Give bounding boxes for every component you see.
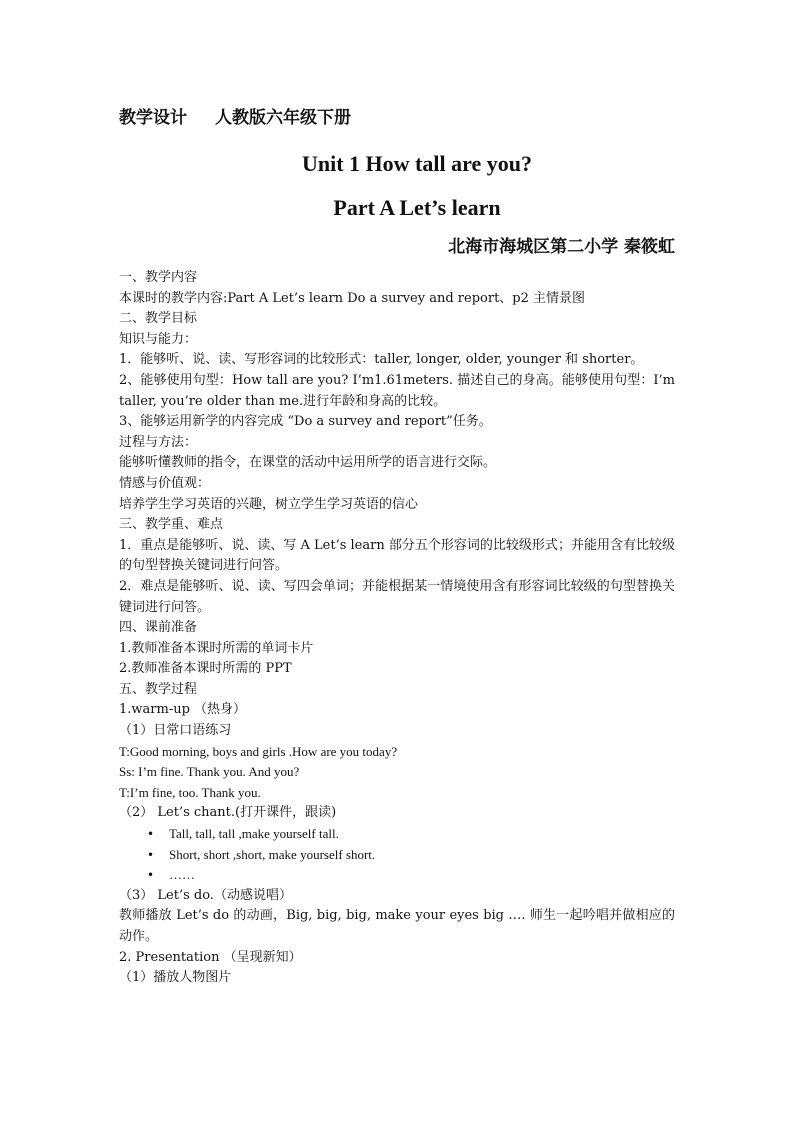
body-line: （1）日常口语练习 [119,723,232,739]
bullet-icon: • [147,847,155,862]
body-line: 能够听懂教师的指令，在课堂的活动中运用所学的语言进行交际。 [119,455,497,471]
title-part: Part A Let’s learn [333,195,501,220]
document-header [119,104,675,132]
section-heading: 五、教学过程 [119,681,198,697]
section-heading: 二、教学目标 [119,311,198,327]
bullet-text: Tall, tall, tall ,make yourself tall. [169,826,339,842]
bullet-icon: • [147,827,155,842]
author-line: 北海市海城区第二小学 秦筱虹 [448,237,675,257]
body-line: （1）播放人物图片 [119,970,232,986]
body-paragraph: 2．难点是能够听、说、读、写四会单词；并能根据某一情境使用含有形容词比较级的句型替换关键词进行问答。 [119,578,675,615]
document-content [119,104,675,989]
body-line: 1.warm-up （热身） [119,702,247,718]
dialogue-line: T:I’m fine, too. Thank you. [119,784,261,800]
bullet-text: Short, short ,short, make yourself short. [169,846,376,862]
body-paragraph: 教师播放 Let’s do 的动画，Big, big, big, make your eyes big …. 师生一起吟唱并做相应的动作。 [119,908,675,944]
body-line: 2. Presentation （呈现新知） [119,949,302,965]
body-line: 3、能够运用新学的内容完成 “Do a survey and report”任务。 [119,414,492,430]
title-unit: Unit 1 How tall are you? [302,151,532,176]
body-line: 本课时的教学内容:Part A Let’s learn Do a survey and report、p2 主情景图 [119,290,586,306]
dialogue-line: T:Good morning, boys and girls .How are you today? [119,743,398,759]
body-paragraph: 1．重点是能够听、说、读、写 A Let’s learn 部分五个形容词的比较级形式；并能用含有比较级的句型替换关键词进行问答。 [119,537,675,574]
bullet-icon: • [147,868,155,883]
section-heading: 一、教学内容 [119,270,198,285]
body-line: 1.教师准备本课时所需的单词卡片 [119,640,314,656]
body-line: （2） Let’s chant.(打开课件，跟读) [119,805,337,821]
body-paragraph: 1．能够听、说、读、写形容词的比较形式：taller, longer, older, younger 和 shorter。 [119,352,644,368]
section-heading: 三、教学重、难点 [119,517,224,533]
section-heading: 四、课前准备 [119,620,198,636]
bullet-item [119,824,675,845]
body-line: 过程与方法： [119,434,198,450]
header-left: 教学设计 [119,108,187,128]
body-line: 2.教师准备本课时所需的 PPT [119,661,292,677]
bullet-text: …… [169,867,195,883]
bullet-item [119,845,675,866]
body-line: （3） Let’s do.（动感说唱） [119,887,292,903]
bullet-item [119,865,675,886]
body-line: 情感与价值观： [119,475,211,491]
body-line: 知识与能力： [119,331,198,347]
document-body [119,268,675,989]
body-paragraph: 2、能够使用句型：How tall are you? I’m1.61meters. 描述自己的身高。能够使用句型：I’m taller, you’re older than me.进行年龄和身高的比较。 [119,372,675,409]
dialogue-line: Ss: I’m fine. Thank you. And you? [119,764,300,780]
header-right: 人教版六年级下册 [215,108,351,128]
body-line: 培养学生学习英语的兴趣，树立学生学习英语的信心 [119,496,419,512]
